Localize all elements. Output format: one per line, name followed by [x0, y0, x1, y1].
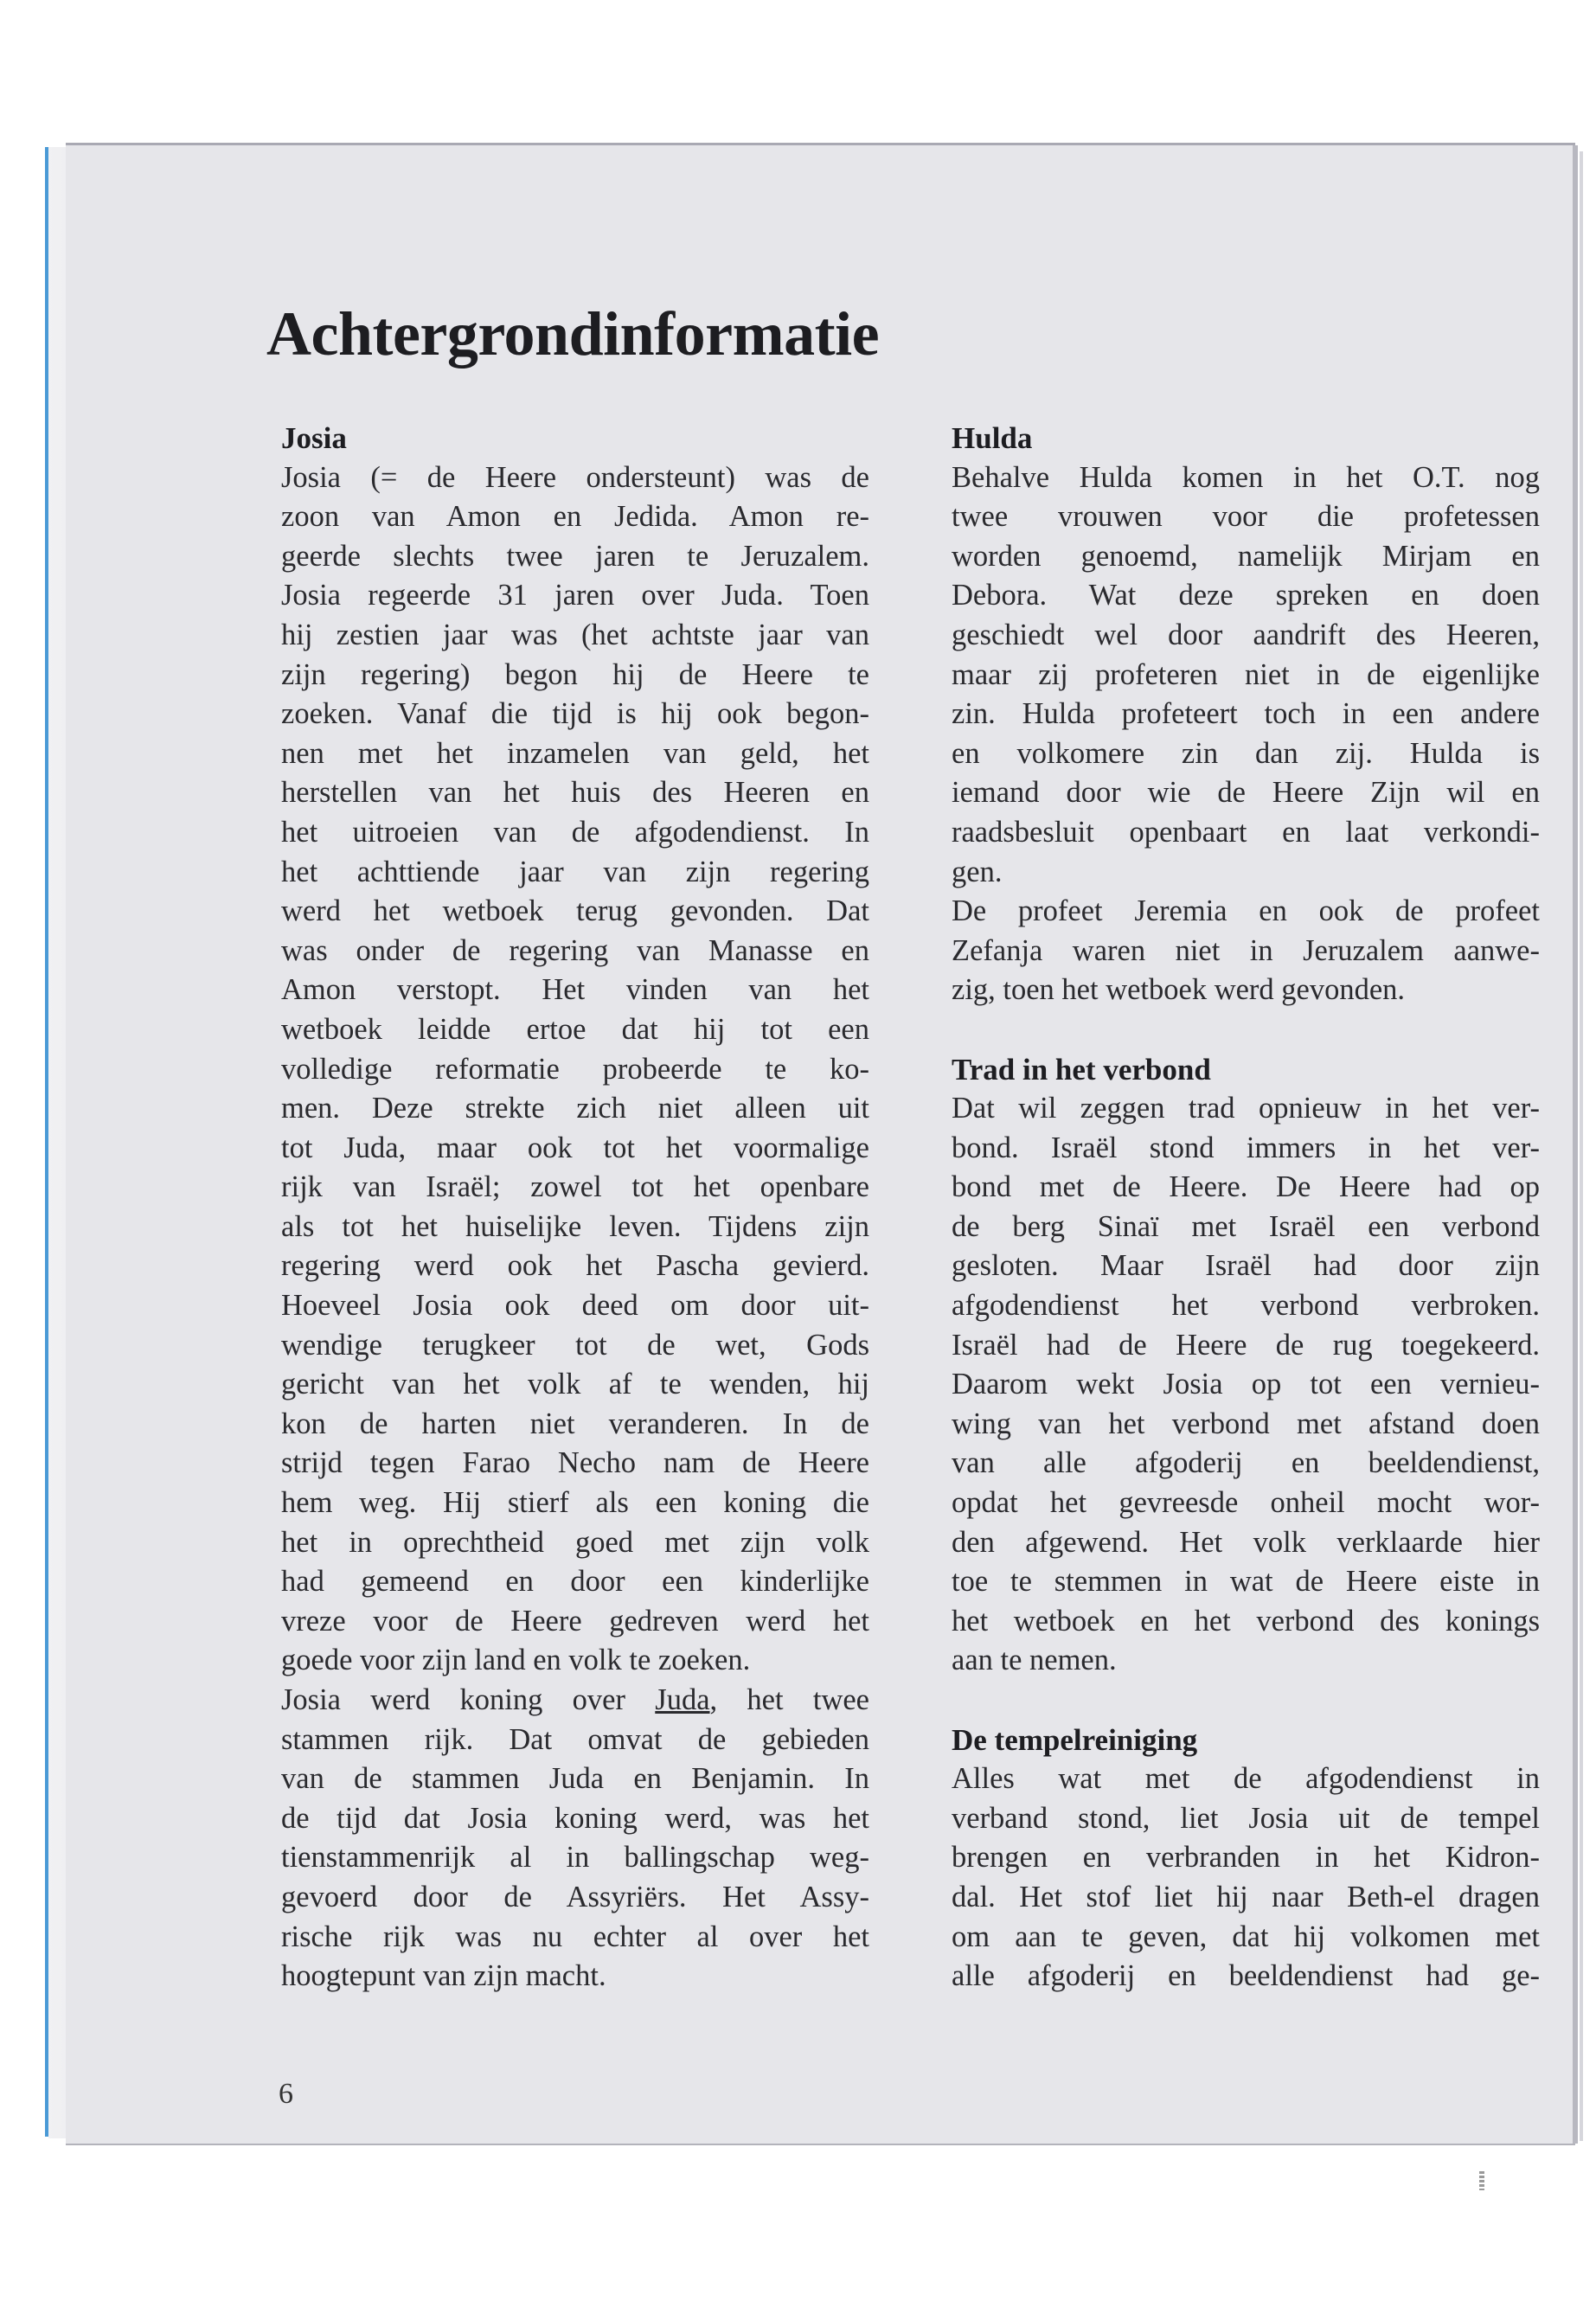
text-line: den afgewend. Het volk verklaarde hier: [952, 1525, 1540, 1559]
text-line: Amon verstopt. Het vinden van het: [281, 973, 869, 1007]
text-line: wing van het verbond met afstand doen: [952, 1407, 1540, 1440]
text-line: Zefanja waren niet in Jeruzalem aanwe-: [952, 933, 1540, 967]
paragraph-jeremia: [952, 892, 1540, 1010]
text-line: De profeet Jeremia en ook de profeet: [952, 894, 1540, 928]
text-line: was onder de regering van Manasse en: [281, 933, 869, 967]
paragraph-tempelreiniging: [952, 1759, 1540, 1997]
text-line: kon de harten niet veranderen. In de: [281, 1407, 869, 1440]
text-line: worden genoemd, namelijk Mirjam en: [952, 539, 1540, 573]
text-line: rische rijk was nu echter al over het: [281, 1920, 869, 1953]
text-line: aan te nemen.: [952, 1644, 1117, 1677]
text-line: Daarom wekt Josia op tot een vernieu-: [952, 1368, 1540, 1401]
section-heading-hulda: Hulda: [952, 421, 1033, 455]
text-line: Behalve Hulda komen in het O.T. nog: [952, 460, 1540, 494]
text-line: werd het wetboek terug gevonden. Dat: [281, 894, 869, 928]
text-line: twee vrouwen voor die profetessen: [952, 500, 1540, 534]
page-edge-right-outer: [1580, 151, 1583, 2141]
text-line: gesloten. Maar Israël had door zijn: [952, 1249, 1540, 1283]
left-column: [281, 419, 869, 1997]
text-line: om aan te geven, dat hij volkomen met: [952, 1920, 1540, 1953]
text-line: raadsbesluit openbaart en laat verkondi-: [952, 815, 1540, 849]
text-line: Dat wil zeggen trad opnieuw in het ver-: [952, 1092, 1540, 1125]
text-line: had gemeend en door een kinderlijke: [281, 1565, 869, 1599]
text-line: herstellen van het huis des Heeren en: [281, 776, 869, 810]
text-line: gen.: [952, 855, 1003, 888]
text-line: zijn regering) begon hij de Heere te: [281, 657, 869, 691]
text-line: stammen rijk. Dat omvat de gebieden: [281, 1722, 869, 1756]
text-line: gericht van het volk af te wenden, hij: [281, 1368, 869, 1401]
text-line: brengen en verbranden in het Kidron-: [952, 1841, 1540, 1875]
text-line: alle afgoderij en beeldendienst had ge-: [952, 1959, 1540, 1993]
text-line: geschiedt wel door aandrift des Heeren,: [952, 618, 1540, 651]
text-line: iemand door wie de Heere Zijn wil en: [952, 776, 1540, 810]
section-heading-tempelreiniging: De tempelreiniging: [952, 1722, 1198, 1757]
text-line: regering werd ook het Pascha gevierd.: [281, 1249, 869, 1283]
text-line: volledige reformatie probeerde te ko-: [281, 1052, 869, 1086]
text-line: afgodendienst het verbond verbroken.: [952, 1289, 1540, 1323]
text-line: Debora. Wat deze spreken en doen: [952, 579, 1540, 612]
text-line: Josia werd koning over Juda, het twee: [281, 1683, 869, 1716]
text-line: zoon van Amon en Jedida. Amon re-: [281, 500, 869, 534]
text-line: en volkomere zin dan zij. Hulda is: [952, 736, 1540, 770]
text-line: de berg Sinaï met Israël een verbond: [952, 1209, 1540, 1243]
text-line: Josia (= de Heere ondersteunt) was de: [281, 460, 869, 494]
text-line: men. Deze strekte zich niet alleen uit: [281, 1092, 869, 1125]
text-line: het wetboek en het verbond des konings: [952, 1604, 1540, 1638]
text-line: bond met de Heere. De Heere had op: [952, 1170, 1540, 1204]
text-line: toe te stemmen in wat de Heere eiste in: [952, 1565, 1540, 1599]
text-line: wendige terugkeer tot de wet, Gods: [281, 1328, 869, 1362]
text-line: strijd tegen Farao Necho nam de Heere: [281, 1446, 869, 1480]
text-line: het achttiende jaar van zijn regering: [281, 855, 869, 888]
text-line: vreze voor de Heere gedreven werd het: [281, 1604, 869, 1638]
text-line: rijk van Israël; zowel tot het openbare: [281, 1170, 869, 1204]
text-line: wetboek leidde ertoe dat hij tot een: [281, 1012, 869, 1046]
section-heading-verbond: Trad in het verbond: [952, 1052, 1211, 1086]
text-line: Israël had de Heere de rug toegekeerd.: [952, 1328, 1540, 1362]
text-line: hoogtepunt van zijn macht.: [281, 1959, 606, 1993]
text-line: geerde slechts twee jaren te Jeruzalem.: [281, 539, 869, 573]
text-line: hij zestien jaar was (het achtste jaar van: [281, 618, 869, 651]
text-line: tienstammenrijk al in ballingschap weg-: [281, 1841, 869, 1875]
text-line: verband stond, liet Josia uit de tempel: [952, 1801, 1540, 1835]
right-column: [952, 419, 1540, 1997]
page-title: Achtergrondinformatie: [266, 299, 880, 369]
underlined-term-juda: Juda: [655, 1683, 710, 1716]
text-line: goede voor zijn land en volk te zoeken.: [281, 1644, 751, 1677]
text-line: hem weg. Hij stierf als een koning die: [281, 1486, 869, 1520]
text-line: Josia regeerde 31 jaren over Juda. Toen: [281, 579, 869, 612]
paragraph-verbond: [952, 1089, 1540, 1681]
paragraph-josia: [281, 458, 869, 1997]
text-line: Alles wat met de afgodendienst in: [952, 1762, 1540, 1796]
scan-artifact: [1479, 2171, 1484, 2190]
text-line: nen met het inzamelen van geld, het: [281, 736, 869, 770]
text-line: opdat het gevreesde onheil mocht wor-: [952, 1486, 1540, 1520]
paragraph-hulda: [952, 458, 1540, 893]
text-line: het uitroeien van de afgodendienst. In: [281, 815, 869, 849]
text-line: de tijd dat Josia koning werd, was het: [281, 1801, 869, 1835]
text-line: van de stammen Juda en Benjamin. In: [281, 1762, 869, 1796]
text-line: zin. Hulda profeteert toch in een andere: [952, 697, 1540, 731]
page-edge-right: [1573, 145, 1578, 2144]
text-line: gevoerd door de Assyriërs. Het Assy-: [281, 1880, 869, 1913]
text-line: het in oprechtheid goed met zijn volk: [281, 1525, 869, 1559]
text-line: zig, toen het wetboek werd gevonden.: [952, 973, 1406, 1007]
text-line: Hoeveel Josia ook deed om door uit-: [281, 1289, 869, 1323]
text-line: van alle afgoderij en beeldendienst,: [952, 1446, 1540, 1480]
text-line: maar zij profeteren niet in de eigenlijke: [952, 657, 1540, 691]
text-line: dal. Het stof liet hij naar Beth-el dragen: [952, 1880, 1540, 1913]
text-line: als tot het huiselijke leven. Tijdens zijn: [281, 1209, 869, 1243]
section-heading-josia: Josia: [281, 421, 347, 455]
text-line: bond. Israël stond immers in het ver-: [952, 1131, 1540, 1164]
spine-accent-line: [45, 147, 48, 2137]
page-number: 6: [279, 2078, 293, 2110]
text-line: zoeken. Vanaf die tijd is hij ook begon-: [281, 697, 869, 731]
text-line: tot Juda, maar ook tot het voormalige: [281, 1131, 869, 1164]
